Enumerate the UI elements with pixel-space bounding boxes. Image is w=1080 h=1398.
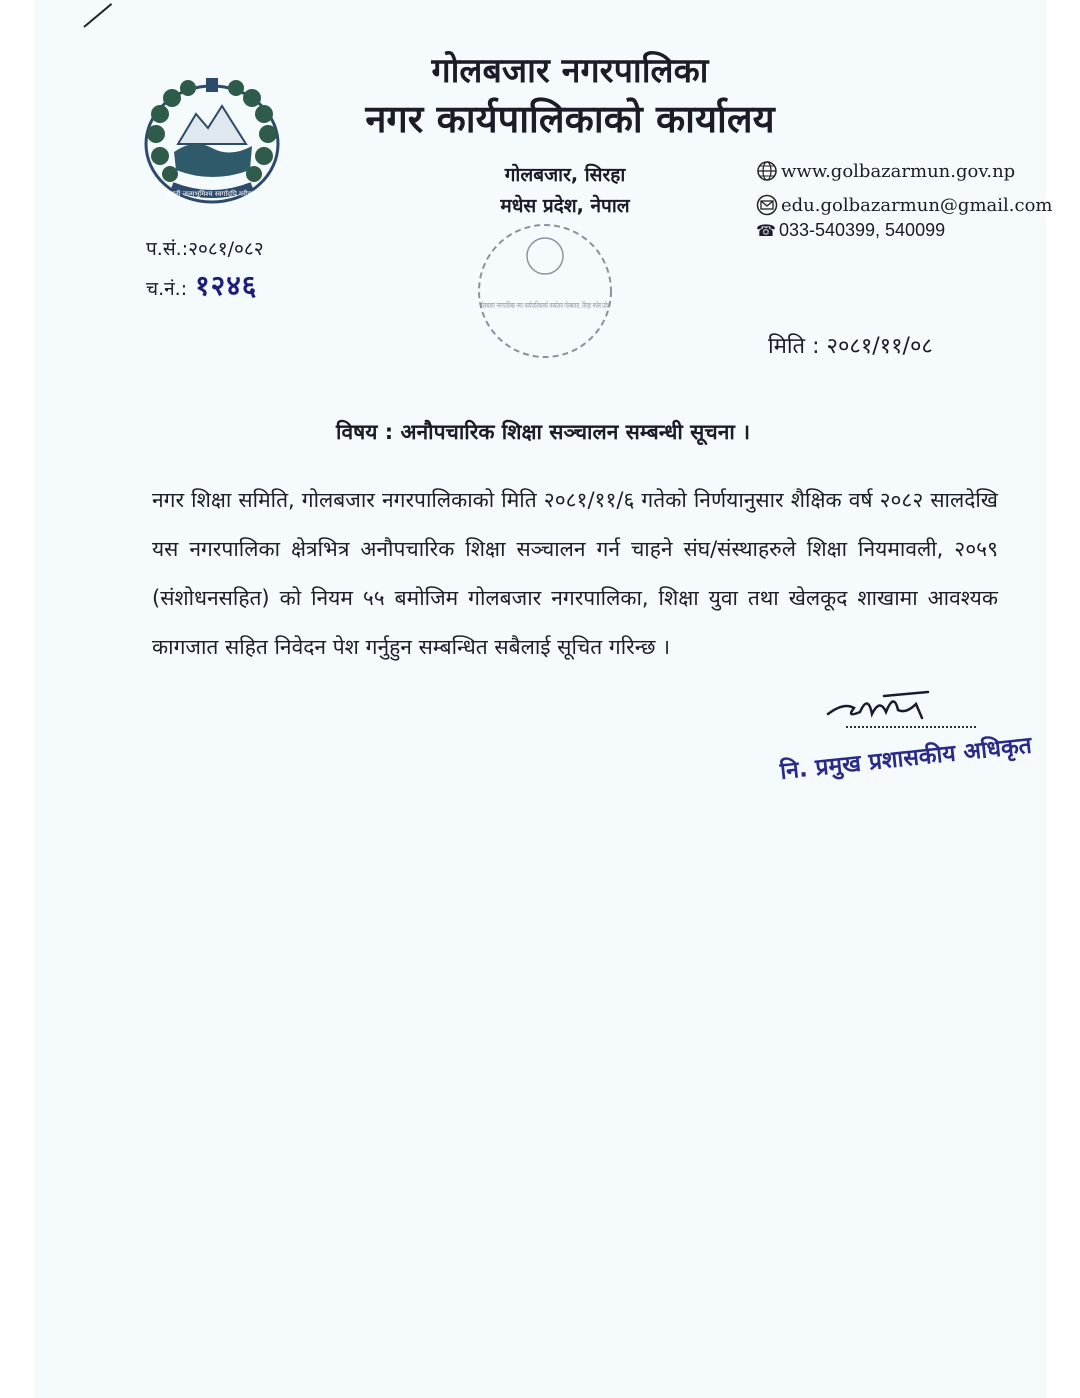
email-contact xyxy=(756,194,1052,216)
stamp-text: गोलबजार नगरपालिका नगर कार्यपालिकाको कार्यालय गोलबजार, सिरहा मधेस प्रदेश xyxy=(480,301,721,310)
mail-icon xyxy=(756,194,778,216)
signature-icon xyxy=(824,684,964,730)
letter-date xyxy=(768,330,933,360)
email-link[interactable]: edu.golbazarmun@gmail.com xyxy=(781,194,1053,216)
website-contact xyxy=(756,160,1015,182)
date-label: मिति : xyxy=(768,334,820,359)
signatory-designation: नि. प्रमुख प्रशासकीय अधिकृत xyxy=(778,732,1033,785)
address-line-1: गोलबजार, सिरहा xyxy=(504,164,626,186)
patra-sankhya xyxy=(146,235,264,261)
chalani-label: च.नं.: xyxy=(146,278,188,300)
phone-contact xyxy=(756,220,945,241)
signature-line xyxy=(846,726,976,728)
nepal-emblem-icon xyxy=(134,74,290,214)
address-line-2: मधेस प्रदेश, नेपाल xyxy=(500,195,630,217)
office-stamp-icon xyxy=(470,216,721,366)
phone-icon: ☎ xyxy=(756,222,776,240)
patra-sankhya-label: प.सं.: xyxy=(146,238,189,260)
chalani-value: १२४६ xyxy=(195,269,258,302)
letter-body: नगर शिक्षा समिति, गोलबजार नगरपालिकाको मिति २०८१/११/६ गतेको निर्णयानुसार शैक्षिक वर्ष २०८२ सालदेखि यस नगरपालिका क्षेत्रभित्र अनौपचारिक शिक्षा सञ्चालन गर्न चाहने संघ/संस्थाहरुले शिक्षा नियमावली, २०५९ (संशोधनसहित) को नियम ५५ बमोजिम गोलबजार नगरपालिका, शिक्षा युवा तथा खेलकूद शाखामा आवश्यक कागजात सहित निवेदन पेश गर्नुहुन सम्बन्धित सबैलाई सूचित गरिन्छ । xyxy=(152,488,998,659)
letter-subject: विषय : अनौपचारिक शिक्षा सञ्चालन सम्बन्धी सूचना । xyxy=(336,420,751,444)
website-link[interactable]: www.golbazarmun.gov.np xyxy=(781,160,1016,182)
emblem-motto: जननी जन्मभूमिश्च स्वर्गादपि गरीयसी xyxy=(165,190,259,198)
patra-sankhya-value: २०८१/०८२ xyxy=(188,238,264,260)
globe-icon xyxy=(756,160,778,182)
date-value: २०८१/११/०८ xyxy=(826,334,933,359)
chalani-number xyxy=(146,266,257,304)
office-name: नगर कार्यपालिकाको कार्यालय xyxy=(365,97,775,141)
phone-number: 033-540399, 540099 xyxy=(778,220,946,240)
municipality-name: गोलबजार नगरपालिका xyxy=(431,51,709,91)
